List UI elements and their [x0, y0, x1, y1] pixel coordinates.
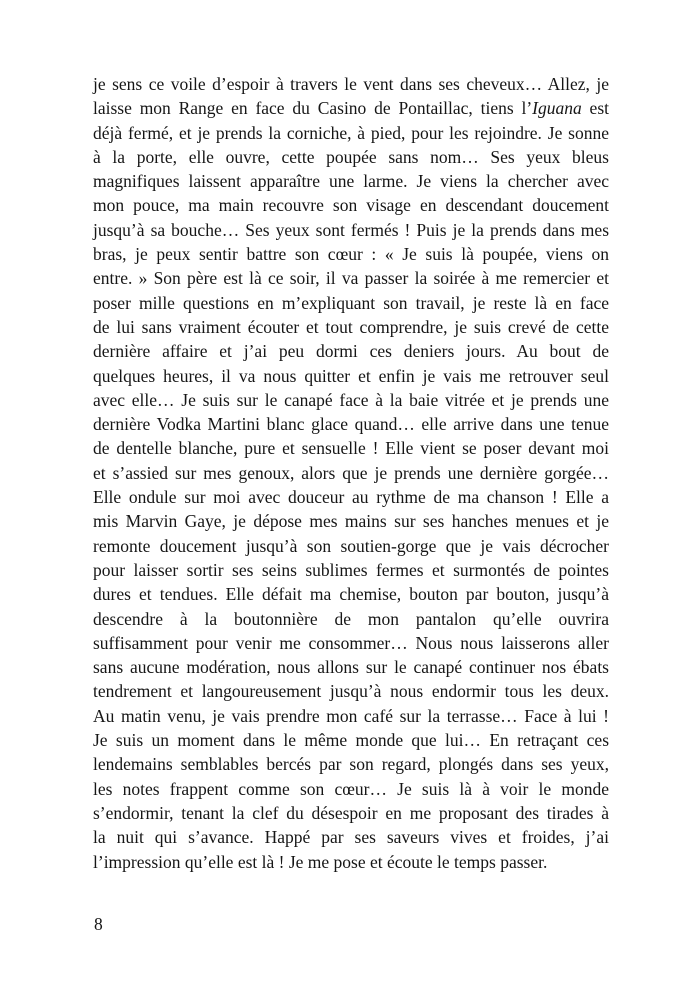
text-line: Au matin venu, je vais prendre mon café sur la terrasse… Face à lui ! [93, 705, 609, 726]
text-line: les notes frappent comme son cœur… Je suis là à voir le monde [93, 778, 609, 799]
text-line: remonte doucement jusqu’à son soutien-gorge que je vais décrocher [93, 535, 609, 556]
text-line: je sens ce voile d’espoir à travers le vent dans ses cheveux… Allez, je [93, 74, 609, 94]
text-line: avec elle… Je suis sur le canapé face à la baie vitrée et je prends une [93, 389, 609, 410]
text-line: Elle ondule sur moi avec douceur au rythme de ma chanson ! Elle a [93, 487, 609, 508]
text-line: bras, je peux sentir battre son cœur : « Je suis là poupée, viens on [93, 244, 609, 265]
text-line: magnifiques laissent apparaître une larme. Je viens la chercher avec [93, 171, 609, 192]
text-line: Je suis un moment dans le même monde que lui… En retraçant ces [93, 730, 609, 751]
text-line: de dentelle blanche, pure et sensuelle ! Elle vient se poser devant moi [93, 438, 609, 459]
text-line: descendre à la boutonnière de mon pantalon qu’elle ouvrira [93, 608, 609, 629]
text-line: dernière affaire et j’ai peu dormi ces deniers jours. Au bout de [93, 341, 609, 362]
text-line: quelques heures, il va nous quitter et enfin je vais me retrouver seul [93, 365, 609, 386]
text-line: mon pouce, ma main recouvre son visage en descendant doucement [93, 195, 609, 216]
text-line: entre. » Son père est là ce soir, il va passer la soirée à me remercier et [93, 268, 609, 289]
text-line: à la porte, elle ouvre, cette poupée sans nom… Ses yeux bleus [93, 146, 609, 167]
text-line: suffisamment pour venir me consommer… Nous nous laisserons aller [93, 632, 609, 653]
text-line: mis Marvin Gaye, je dépose mes mains sur ses hanches menues et je [93, 511, 609, 532]
text-line: tendrement et langoureusement jusqu’à nous endormir tous les deux. [93, 681, 609, 702]
text-line: dernière Vodka Martini blanc glace quand… elle arrive dans une tenue [93, 414, 609, 435]
text-line: laisse mon Range en face du Casino de Pontaillac, tiens l’Iguana est [93, 98, 609, 119]
text-line: poser mille questions en m’expliquant son travail, je reste là en face [93, 292, 609, 313]
text-line: de lui sans vraiment écouter et tout comprendre, je suis crevé de cette [93, 316, 609, 337]
text-line: jusqu’à sa bouche… Ses yeux sont fermés ! Puis je la prends dans mes [93, 219, 609, 240]
text-line: dures et tendues. Elle défait ma chemise, bouton par bouton, jusqu’à [93, 584, 609, 605]
italic-text: Iguana [532, 98, 582, 119]
paragraph [93, 72, 609, 874]
text-line: s’endormir, tenant la clef du désespoir en me proposant des tirades à [93, 802, 609, 823]
text-line: et s’assied sur mes genoux, alors que je prends une dernière gorgée… [93, 462, 609, 483]
text-line: l’impression qu’elle est là ! Je me pose et écoute le temps passer. [93, 851, 548, 872]
text-line: lendemains semblables bercés par son regard, plongés dans ses yeux, [93, 754, 609, 775]
text-line: sans aucune modération, nous allons sur le canapé continuer nos ébats [93, 657, 609, 678]
page-number: 8 [94, 914, 103, 934]
text-line: pour laisser sortir ses seins sublimes fermes et surmontés de pointes [93, 559, 609, 580]
text-line: la nuit qui s’avance. Happé par ses saveurs vives et froides, j’ai [93, 827, 609, 848]
text-line: déjà fermé, et je prends la corniche, à pied, pour les rejoindre. Je sonne [93, 122, 609, 143]
